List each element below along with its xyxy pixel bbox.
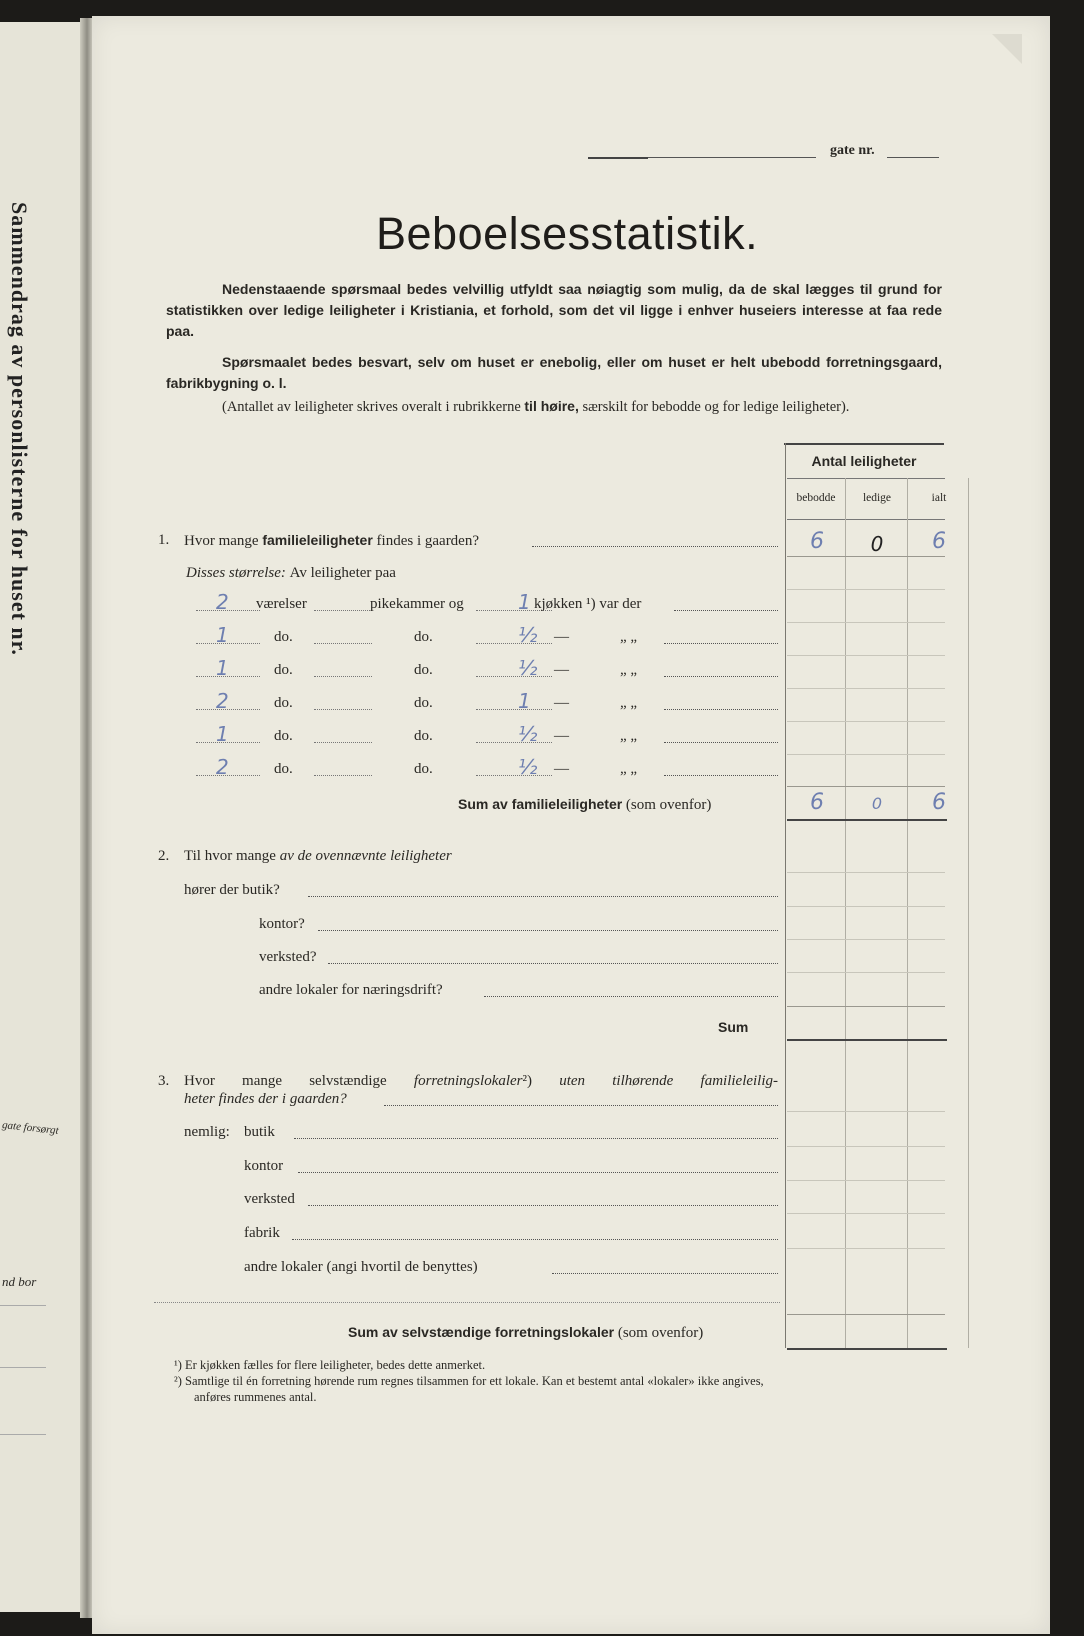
size-row-kjokken-value: ½ (518, 722, 538, 746)
form-page (92, 16, 1050, 1634)
q3-number: 3. (158, 1073, 170, 1089)
q3-item-kontor: kontor (244, 1158, 284, 1174)
size-row-dash: — (554, 662, 569, 678)
q1-sum-ledige: 0 (871, 794, 883, 813)
footnote-1: ¹) Er kjøkken fælles for flere leiligheter, bedes dette anmerket. (174, 1358, 486, 1372)
size-row-vaerelser-value: 2 (216, 689, 229, 713)
q1-answer-ledige: 0 (870, 532, 884, 556)
q2-item-verksted: verksted? (259, 949, 317, 965)
q1-sum-bebodde: 6 (810, 790, 824, 815)
q1-sub-text: Av leiligheter paa (289, 565, 396, 581)
footnote-2a: ²) Samtlige til én forretning hørende rum regnes tilsammen for ett lokale. Kan et bestemt antal «lokaler» ikke angives, (174, 1374, 764, 1388)
q1-question-b: findes i gaarden? (376, 533, 479, 549)
q1-number: 1. (158, 532, 170, 548)
q3-sum-label (348, 1324, 703, 1342)
page-corner-fold (992, 34, 1022, 64)
size-row-kjokken-value: 1 (518, 590, 531, 614)
q3-question-line1 (184, 1073, 778, 1090)
col-label-vaerelser: værelser (256, 596, 307, 612)
size-row-kjokken-value: 1 (518, 689, 531, 713)
q3-sum-bold: Sum av selvstændige forretningslokaler (348, 1324, 615, 1340)
col-header-ledige: ledige (862, 492, 892, 504)
q3-line1-a: Hvor mange selvstændige (184, 1073, 387, 1089)
q2-item-andre: andre lokaler for næringsdrift? (259, 982, 443, 998)
size-row-ditto: „ „ (620, 662, 638, 678)
intro-paragraph-1: Nedenstaaende spørsmaal bedes velvillig utfyldt saa nøiagtig som mulig, da de skal lægges til grund for statistikken over ledige leiligheter i Kristiania, et forhold, som det vil ligge i enhver huseiers interesse at faa rede paa. (166, 281, 942, 339)
q2-question (184, 848, 452, 865)
size-row-do-2: do. (414, 728, 433, 744)
q3-item-fabrik: fabrik (244, 1225, 280, 1241)
size-row-do-2: do. (414, 695, 433, 711)
col-header-ialt: ialt (931, 492, 947, 504)
size-row-ditto: „ „ (620, 629, 638, 645)
size-row-dash: — (554, 695, 569, 711)
q1-answer-ialt: 6 (932, 529, 946, 554)
footnote-2b: anføres rummenes antal. (194, 1390, 317, 1404)
size-row-do-2: do. (414, 761, 433, 777)
q3-item-andre: andre lokaler (angi hvortil de benyttes) (244, 1259, 478, 1275)
size-row-ditto: „ „ (620, 695, 638, 711)
col-label-kjokken: kjøkken ¹) var der (534, 596, 642, 612)
intro-paragraph-3 (166, 397, 942, 416)
q1-question-bold: familieleiligheter (262, 532, 373, 548)
q3-nemlig: nemlig: (184, 1124, 230, 1140)
col-label-pikekammer: pikekammer og (370, 596, 464, 612)
size-row-vaerelser-value: 1 (216, 656, 229, 680)
q1-sub-italic: Disses størrelse: (186, 565, 286, 581)
table-header-title: Antal leiligheter (811, 453, 917, 469)
q1-sum-bold: Sum av familieleiligheter (458, 796, 623, 812)
q2-item-butik: hører der butik? (184, 882, 280, 898)
page-title: Beboelsesstatistik. (376, 208, 759, 259)
q1-sum-label (458, 796, 711, 814)
q3-line1-italic2: uten tilhørende familieleilig- (559, 1073, 779, 1089)
q2-question-italic: av de ovennævnte leiligheter (279, 848, 452, 864)
q1-sum-ialt: 6 (932, 790, 946, 815)
size-row-dash: — (554, 761, 569, 777)
q2-sum-label: Sum (718, 1019, 749, 1035)
size-row-do: do. (274, 761, 293, 777)
q1-question-a: Hvor mange (184, 533, 259, 549)
size-row-kjokken-value: ½ (518, 656, 538, 680)
intro-paragraph-3-bold: til høire, (524, 398, 579, 414)
table-left-border (785, 443, 786, 1348)
gate-label: gate nr. (830, 143, 875, 158)
q3-item-verksted: verksted (244, 1191, 295, 1207)
size-row-dash: — (554, 728, 569, 744)
intro-paragraph-2: Spørsmaalet bedes besvart, selv om huset er enebolig, eller om huset er helt ubebodd forretningsgaard, fabrikbygning o. l. (166, 354, 942, 391)
size-row-do: do. (274, 695, 293, 711)
q2-item-kontor: kontor? (259, 916, 305, 932)
col-header-bebodde: bebodde (796, 492, 836, 504)
size-row-kjokken-value: ½ (518, 623, 538, 647)
q1-sum-rule (787, 819, 947, 821)
q1-question (184, 532, 479, 550)
left-page-fragment-text: nd bor (2, 1274, 37, 1289)
q3-sum-rest: (som ovenfor) (617, 1325, 704, 1341)
size-row-vaerelser-value: 1 (216, 722, 229, 746)
q3-question-line2: heter findes der i gaarden? (184, 1091, 347, 1107)
size-row-vaerelser-value: 2 (216, 590, 229, 614)
size-row-vaerelser-value: 1 (216, 623, 229, 647)
q3-item-butik: butik (244, 1124, 275, 1140)
q1-sub-label (186, 565, 396, 582)
size-row-ditto: „ „ (620, 728, 638, 744)
q1-sum-rest: (som ovenfor) (625, 797, 712, 813)
q3-line1-italic: forretningslokaler (413, 1073, 523, 1089)
size-row-do: do. (274, 728, 293, 744)
size-row-do: do. (274, 629, 293, 645)
left-page-fragment (0, 22, 86, 1612)
size-row-do-2: do. (414, 662, 433, 678)
size-row-vaerelser-value: 2 (216, 755, 229, 779)
size-row-do: do. (274, 662, 293, 678)
intro-paragraph-3-b: særskilt for bebodde og for ledige leiligheter). (582, 399, 850, 415)
size-row-do-2: do. (414, 629, 433, 645)
left-page-fragment-text-2: gate forsørgt (1, 1119, 60, 1137)
q3-line1-b: ²) (522, 1073, 533, 1089)
left-page-vertical-title: Sammendrag av personlisterne for huset nr. (7, 202, 32, 656)
q1-answer-bebodde: 6 (810, 529, 824, 554)
q2-number: 2. (158, 848, 170, 864)
intro-paragraph-3-a: (Antallet av leiligheter skrives overalt i rubrikkerne (222, 399, 521, 415)
size-row-ditto: „ „ (620, 761, 638, 777)
q3-sum-rule (787, 1348, 947, 1350)
q2-question-a: Til hvor mange (184, 848, 276, 864)
q2-sum-rule (787, 1039, 947, 1041)
size-row-dash: — (554, 629, 569, 645)
gate-line-left (588, 157, 648, 159)
table-top-rule (784, 443, 944, 445)
size-row-kjokken-value: ½ (518, 755, 538, 779)
